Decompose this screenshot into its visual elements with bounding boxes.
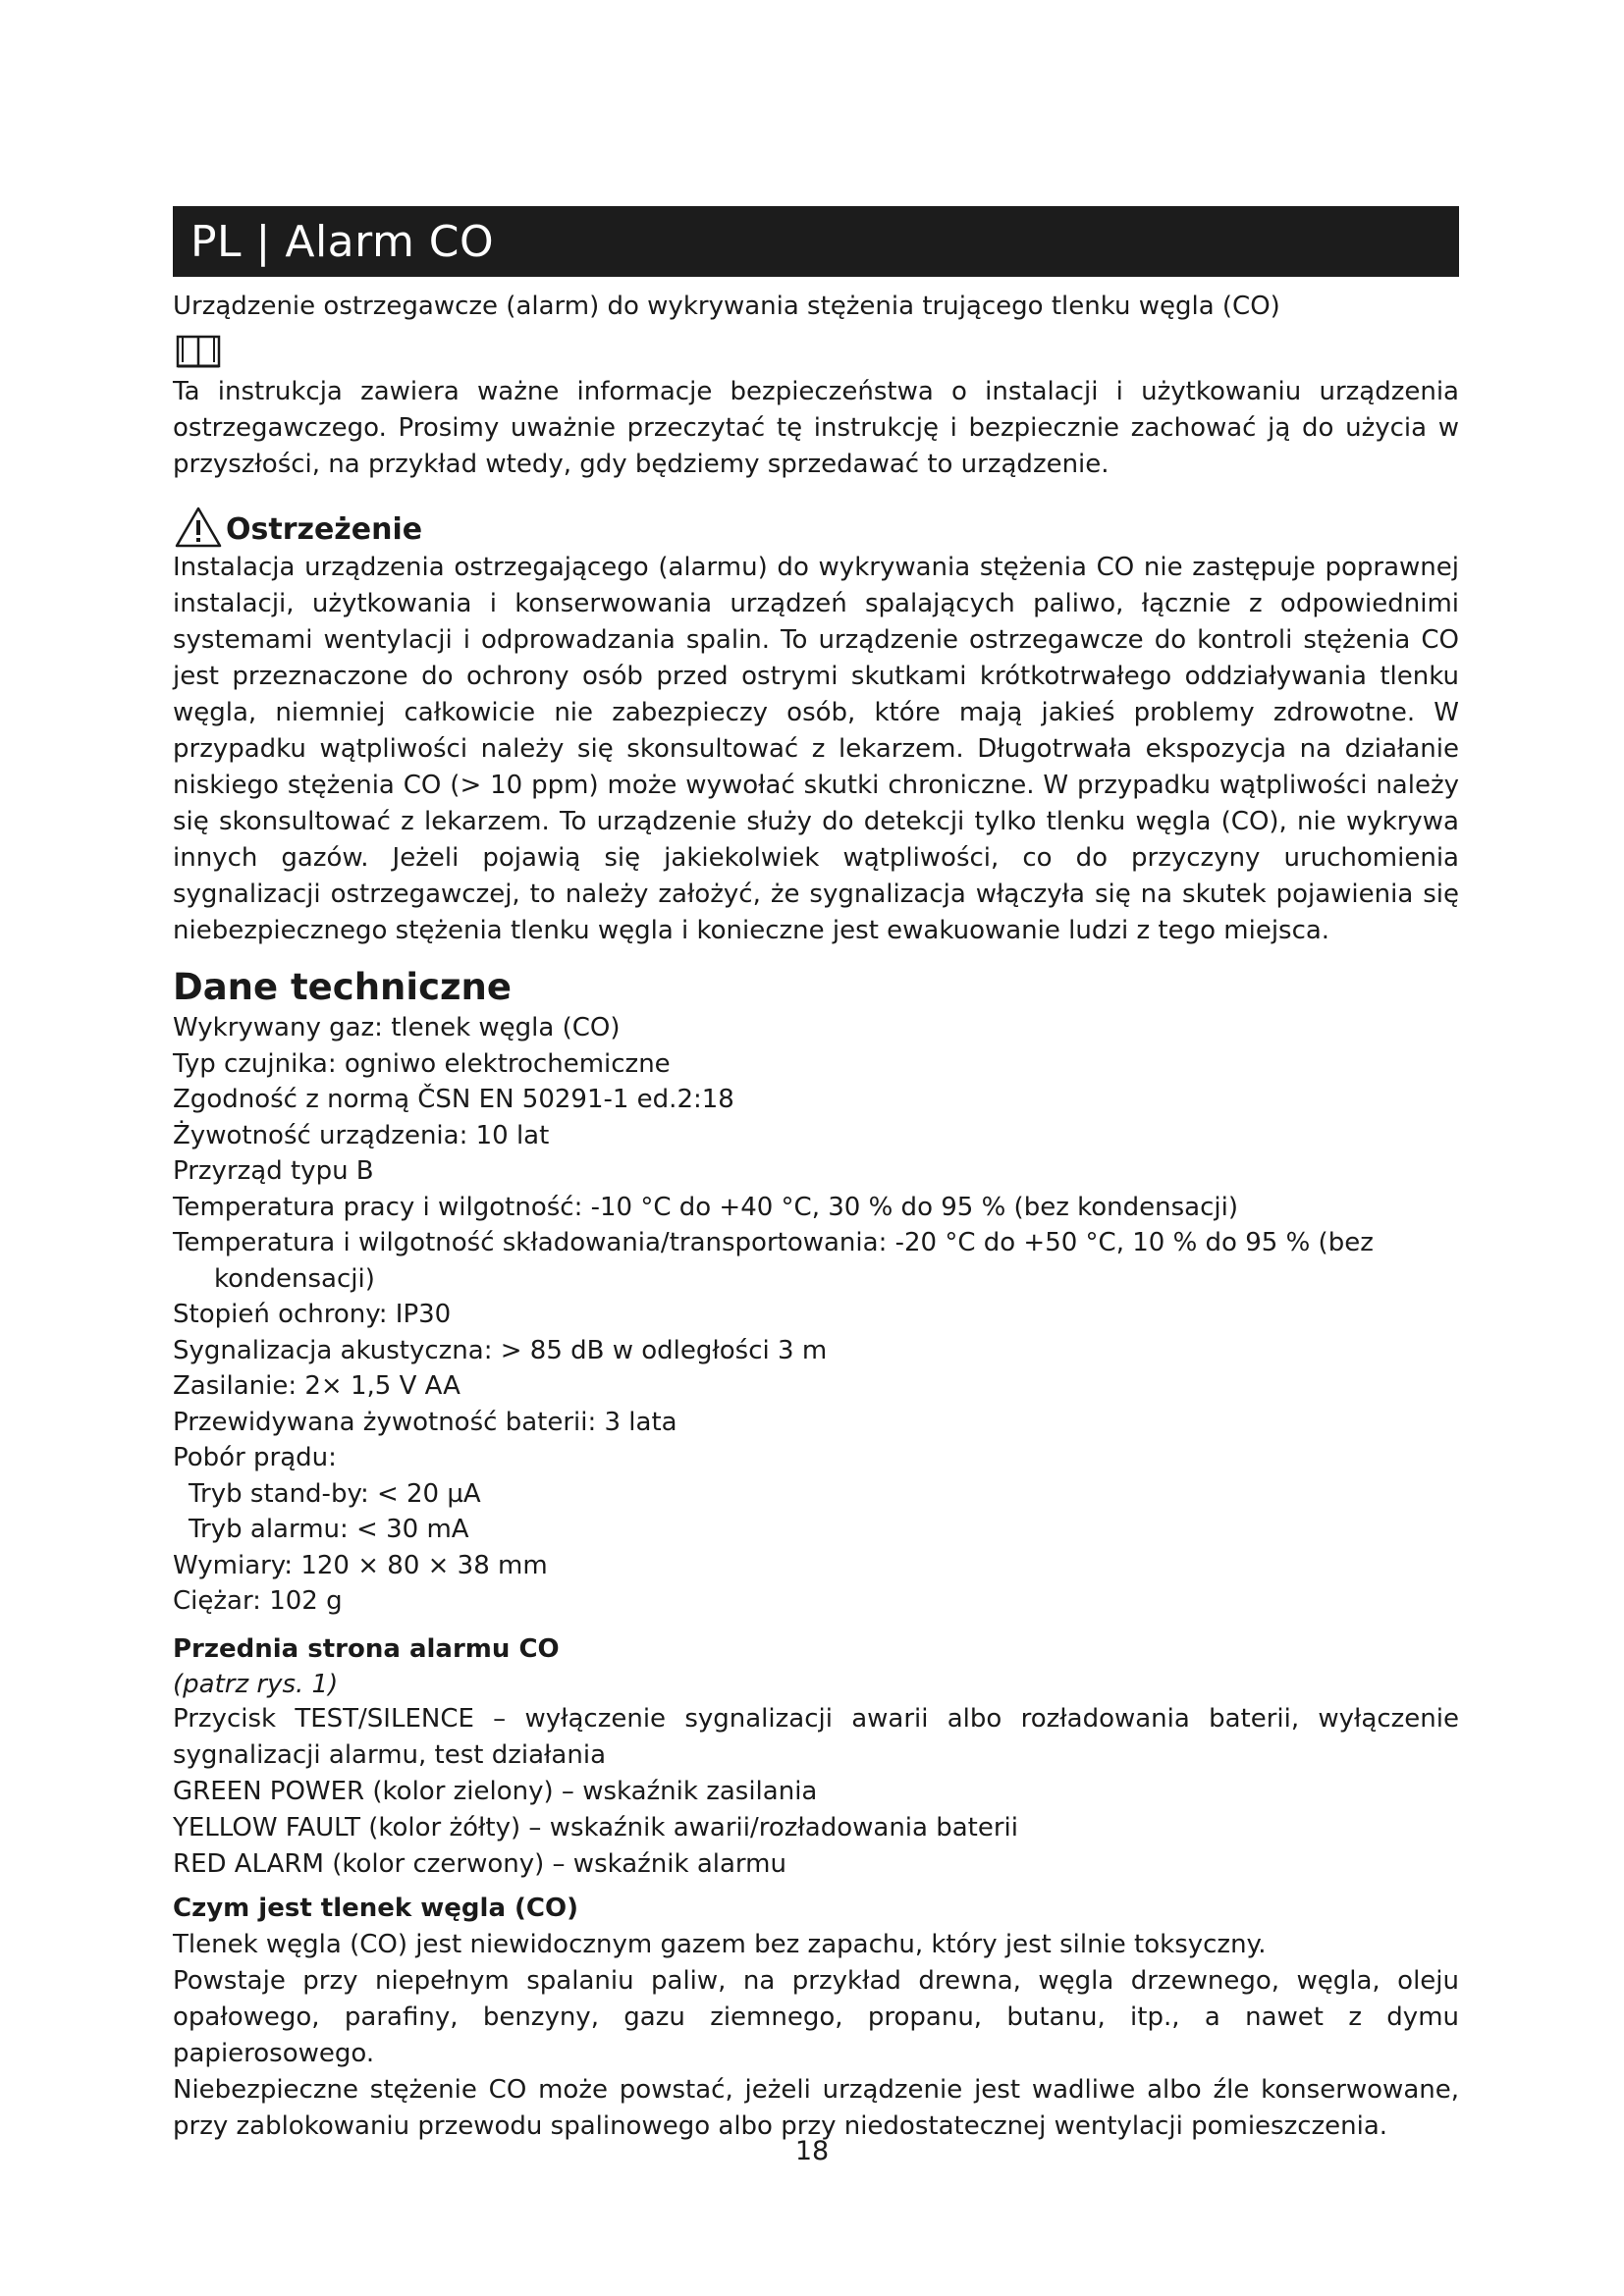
page-number: 18 <box>794 2136 830 2166</box>
front-title: Przednia strona alarmu CO <box>173 1633 560 1664</box>
front-item: GREEN POWER (kolor zielony) – wskaźnik zasilania <box>173 1776 818 1806</box>
spec-item: Wymiary: 120 × 80 × 38 mm <box>173 1550 548 1580</box>
spec-item: Przyrząd typu B <box>173 1156 374 1186</box>
spec-item: Ciężar: 102 g <box>173 1586 343 1616</box>
book-icon <box>175 333 222 372</box>
spec-item: Zasilanie: 2× 1,5 V AA <box>173 1371 460 1401</box>
warning-title: Ostrzeżenie <box>226 512 423 547</box>
spec-item: Wykrywany gaz: tlenek węgla (CO) <box>173 1013 621 1042</box>
spec-item: Temperatura pracy i wilgotność: -10 °C do +40 °C, 30 % do 95 % (bez kondensacji) <box>173 1192 1238 1222</box>
warning-heading <box>173 505 1459 548</box>
warning-text: Instalacja urządzenia ostrzegającego (alarmu) do wykrywania stężenia CO nie zastępuje poprawnej instalacji, użytkowania i konserwowania urządzeń spalających paliwo, łącznie z odpowiednimi systemami wentylacji i odprowadzania spalin. To urządzenie ostrzegawcze do kontroli stężenia CO jest przeznaczone do ochrony osób przed ostrymi skutkami krótkotrwałego oddziaływania tlenku węgla, niemniej całkowicie nie zabezpieczy osób, które mają jakieś problemy zdrowotne. W przypadku wątpliwości należy się skonsultować z lekarzem. Długotrwała ekspozycja na działanie niskiego stężenia CO (> 10 ppm) może wywołać skutki chroniczne. W przypadku wątpliwości należy się skonsultować z lekarzem. To urządzenie służy do detekcji tylko tlenku węgla (CO), nie wykrywa innych gazów. Jeżeli pojawią się jakiekolwiek wątpliwości, co do przyczyny uruchomienia sygnalizacji ostrzegawczej, to należy założyć, że sygnalizacja włączyła się na skutek pojawienia się niebezpiecznego stężenia tlenku węgla i konieczne jest ewakuowanie ludzi z tego miejsca. <box>173 553 1459 945</box>
co-info-item: Tlenek węgla (CO) jest niewidocznym gazem bez zapachu, który jest silnie toksyczny. <box>173 1929 1267 1959</box>
intro-subtitle: Urządzenie ostrzegawcze (alarm) do wykrywania stężenia trującego tlenku węgla (CO) <box>173 292 1280 321</box>
intro-text: Ta instrukcja zawiera ważne informacje bezpieczeństwa o instalacji i użytkowaniu urządzenia ostrzegawczego. Prosimy uważnie przeczytać tę instrukcję i bezpiecznie zachować ją do użycia w przyszłości, na przykład wtedy, gdy będziemy sprzedawać to urządzenie. <box>173 377 1459 479</box>
front-item: RED ALARM (kolor czerwony) – wskaźnik alarmu <box>173 1848 786 1879</box>
page-title-banner <box>173 206 1459 277</box>
specs-title: Dane techniczne <box>173 966 512 1008</box>
spec-item: Sygnalizacja akustyczna: > 85 dB w odległości 3 m <box>173 1335 828 1365</box>
spec-item: Tryb stand-by: < 20 µA <box>189 1478 481 1509</box>
spec-item: Temperatura i wilgotność składowania/transportowania: -20 °C do +50 °C, 10 % do 95 % (bez kondensacji) <box>173 1228 1374 1294</box>
front-item: Przycisk TEST/SILENCE – wyłączenie sygnalizacji awarii albo rozładowania baterii, wyłączenie sygnalizacji alarmu, test działania <box>173 1703 1459 1770</box>
spec-item: Żywotność urządzenia: 10 lat <box>173 1120 550 1150</box>
document-page <box>173 206 1459 2145</box>
spec-item: Zgodność z normą ČSN EN 50291-1 ed.2:18 <box>173 1085 734 1114</box>
spec-item: Pobór prądu: <box>173 1443 337 1472</box>
spec-item: Tryb alarmu: < 30 mA <box>189 1515 469 1544</box>
front-figure-ref: (patrz rys. 1) <box>173 1669 339 1699</box>
co-info-list <box>173 1927 1459 2145</box>
co-info-item: Powstaje przy niepełnym spalaniu paliw, na przykład drewna, węgla drzewnego, węgla, oleju opałowego, parafiny, benzyny, gazu ziemnego, propanu, butanu, itp., a nawet z dymu papierosowego. <box>173 1965 1459 2068</box>
front-item: YELLOW FAULT (kolor żółty) – wskaźnik awarii/rozładowania baterii <box>173 1812 1018 1842</box>
warning-triangle-icon <box>175 507 222 548</box>
spec-item: Przewidywana żywotność baterii: 3 lata <box>173 1407 677 1437</box>
front-list <box>173 1701 1459 1883</box>
spec-item: Typ czujnika: ogniwo elektrochemiczne <box>173 1048 671 1079</box>
co-info-title: Czym jest tlenek węgla (CO) <box>173 1893 578 1923</box>
page-title: PL | Alarm CO <box>190 216 495 267</box>
specs-list <box>173 1010 1459 1620</box>
co-info-item: Niebezpieczne stężenie CO może powstać, jeżeli urządzenie jest wadliwe albo źle konserwowane, przy zablokowaniu przewodu spalinowego albo przy niedostatecznej wentylacji pomieszczenia. <box>173 2074 1459 2141</box>
spec-item: Stopień ochrony: IP30 <box>173 1300 452 1329</box>
